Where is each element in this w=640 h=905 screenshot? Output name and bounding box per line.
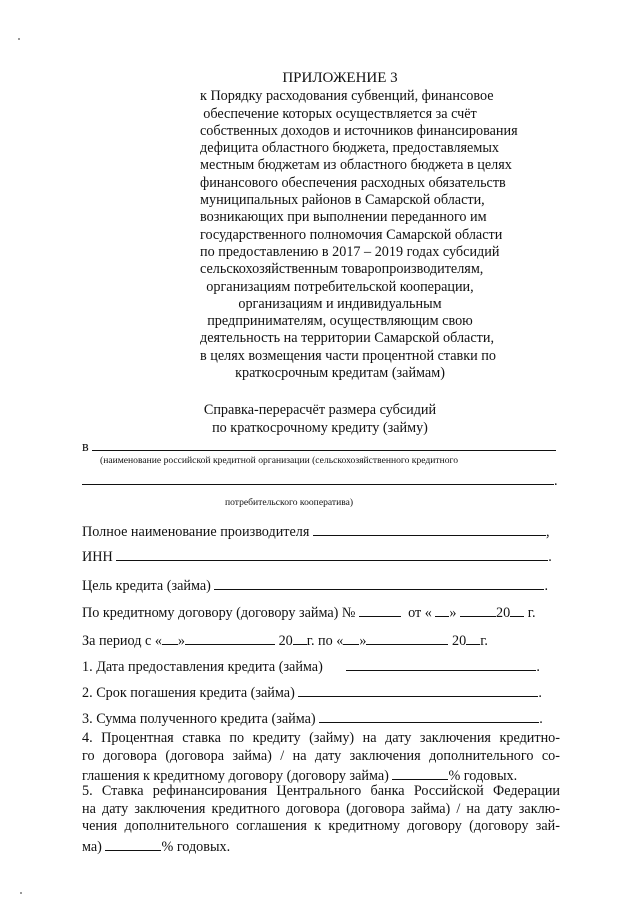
- item-5-line-last: ма) % годовых.: [82, 836, 560, 857]
- contract-label: По кредитному договору (договору займа) №: [82, 605, 356, 621]
- organization-field-2[interactable]: [82, 470, 554, 485]
- from-label: от «: [408, 605, 432, 621]
- scan-mark: [20, 892, 22, 894]
- item-5-line: чения дополнительного соглашения к кредитному договору (договору зай-: [82, 818, 560, 834]
- appendix-line: организациям и индивидуальным: [238, 295, 442, 312]
- credit-purpose-field[interactable]: [214, 575, 544, 590]
- refinancing-rate-field[interactable]: [105, 836, 161, 851]
- period-start-month-field[interactable]: [185, 630, 275, 645]
- item-3-row: 3. Сумма полученного кредита (займа) .: [82, 708, 562, 726]
- item-4-line: 4. Процентная ставка по кредиту (займу) на дату заключения кредитно-: [82, 730, 560, 746]
- item-4-paragraph: [82, 730, 560, 786]
- item-4-line: го договора (договора займа) / на дату заключения дополнительного со-: [82, 747, 560, 764]
- contract-row: По кредитному договору (договору займа) № от « » 20 г.: [82, 602, 562, 620]
- credit-purpose-row: Цель кредита (займа) .: [82, 575, 562, 593]
- contract-year-field[interactable]: [510, 602, 524, 617]
- item-2-label: 2. Срок погашения кредита (займа): [82, 685, 295, 701]
- contract-number-field[interactable]: [359, 602, 401, 617]
- appendix-block: [200, 70, 518, 382]
- document-title: [150, 402, 490, 437]
- contract-day-field[interactable]: [435, 602, 449, 617]
- scan-mark: [18, 38, 20, 40]
- appendix-line: предпринимателям, осуществляющим свою: [207, 313, 473, 330]
- v-label: в: [82, 439, 89, 455]
- inn-field[interactable]: [116, 546, 548, 561]
- period-end-day-field[interactable]: [343, 630, 359, 645]
- issue-date-field[interactable]: [346, 656, 536, 671]
- organization-row-2: .: [82, 470, 562, 488]
- period-start-day-field[interactable]: [162, 630, 178, 645]
- title-line-2: по краткосрочному кредиту (займу): [212, 419, 428, 436]
- appendix-heading: ПРИЛОЖЕНИЕ 3: [282, 70, 398, 86]
- full-name-row: Полное наименование производителя ,: [82, 521, 562, 539]
- appendix-line: деятельность на территории Самарской области,: [200, 330, 494, 347]
- appendix-line: муниципальных районов в Самарской области,: [200, 192, 485, 209]
- item-5-line: 5. Ставка рефинансирования Центрального банка Российской Федерации: [82, 783, 560, 799]
- appendix-line: краткосрочным кредитам (займам): [235, 365, 445, 382]
- repayment-term-field[interactable]: [298, 682, 538, 697]
- credit-amount-field[interactable]: [319, 708, 539, 723]
- item-1-row: 1. Дата предоставления кредита (займа) .: [82, 656, 562, 674]
- item-4-line-last: глашения к кредитному договору (договору займа) % годовых.: [82, 765, 560, 786]
- appendix-line: возникающих при выполнении переданного им: [200, 209, 487, 226]
- item-5-line: на дату заключения кредитного договора (договора займа) / на дату заклю-: [82, 800, 560, 817]
- period-end-year-field[interactable]: [466, 630, 480, 645]
- credit-purpose-label: Цель кредита (займа): [82, 578, 211, 594]
- appendix-line: местным бюджетам из областного бюджета в целях: [200, 157, 512, 174]
- period-row: За период с « » 20 г. по « » 20 г.: [82, 630, 562, 648]
- title-line-1: Справка-перерасчёт размера субсидий: [203, 402, 437, 418]
- appendix-line: собственных доходов и источников финансирования: [200, 122, 518, 139]
- appendix-line: обеспечение которых осуществляется за счёт: [203, 105, 477, 122]
- appendix-line: сельскохозяйственным товаропроизводителям,: [200, 261, 484, 278]
- appendix-line: финансового обеспечения расходных обязательств: [200, 174, 506, 191]
- inn-row: ИНН .: [82, 546, 562, 564]
- appendix-line: по предоставлению в 2017 – 2019 годах субсидий: [200, 243, 500, 260]
- full-name-label: Полное наименование производителя: [82, 524, 310, 540]
- period-label: За период с «: [82, 633, 162, 649]
- organization-row: [82, 436, 562, 454]
- contract-month-field[interactable]: [460, 602, 496, 617]
- interest-rate-field[interactable]: [392, 765, 448, 780]
- appendix-line: дефицита областного бюджета, предоставляемых: [200, 140, 499, 157]
- item-1-label: 1. Дата предоставления кредита (займа): [82, 659, 323, 675]
- period-end-month-field[interactable]: [366, 630, 448, 645]
- inn-label: ИНН: [82, 549, 113, 565]
- organization-caption-2: потребительского кооператива): [225, 497, 354, 508]
- period-start-year-field[interactable]: [293, 630, 307, 645]
- appendix-line: организациям потребительской кооперации,: [206, 278, 474, 295]
- appendix-line: в целях возмещения части процентной ставки по: [200, 347, 496, 364]
- item-3-label: 3. Сумма полученного кредита (займа): [82, 711, 316, 727]
- item-2-row: 2. Срок погашения кредита (займа) .: [82, 682, 562, 700]
- po-label: г. по «: [306, 633, 344, 649]
- full-name-field[interactable]: [313, 521, 546, 536]
- organization-field[interactable]: [92, 436, 556, 451]
- appendix-line: к Порядку расходования субвенций, финансовое: [200, 88, 494, 105]
- item-5-paragraph: [82, 783, 560, 856]
- organization-caption-1: (наименование российской кредитной организации (сельскохозяйственного кредитного: [100, 455, 459, 466]
- appendix-line: государственного полномочия Самарской области: [200, 226, 503, 243]
